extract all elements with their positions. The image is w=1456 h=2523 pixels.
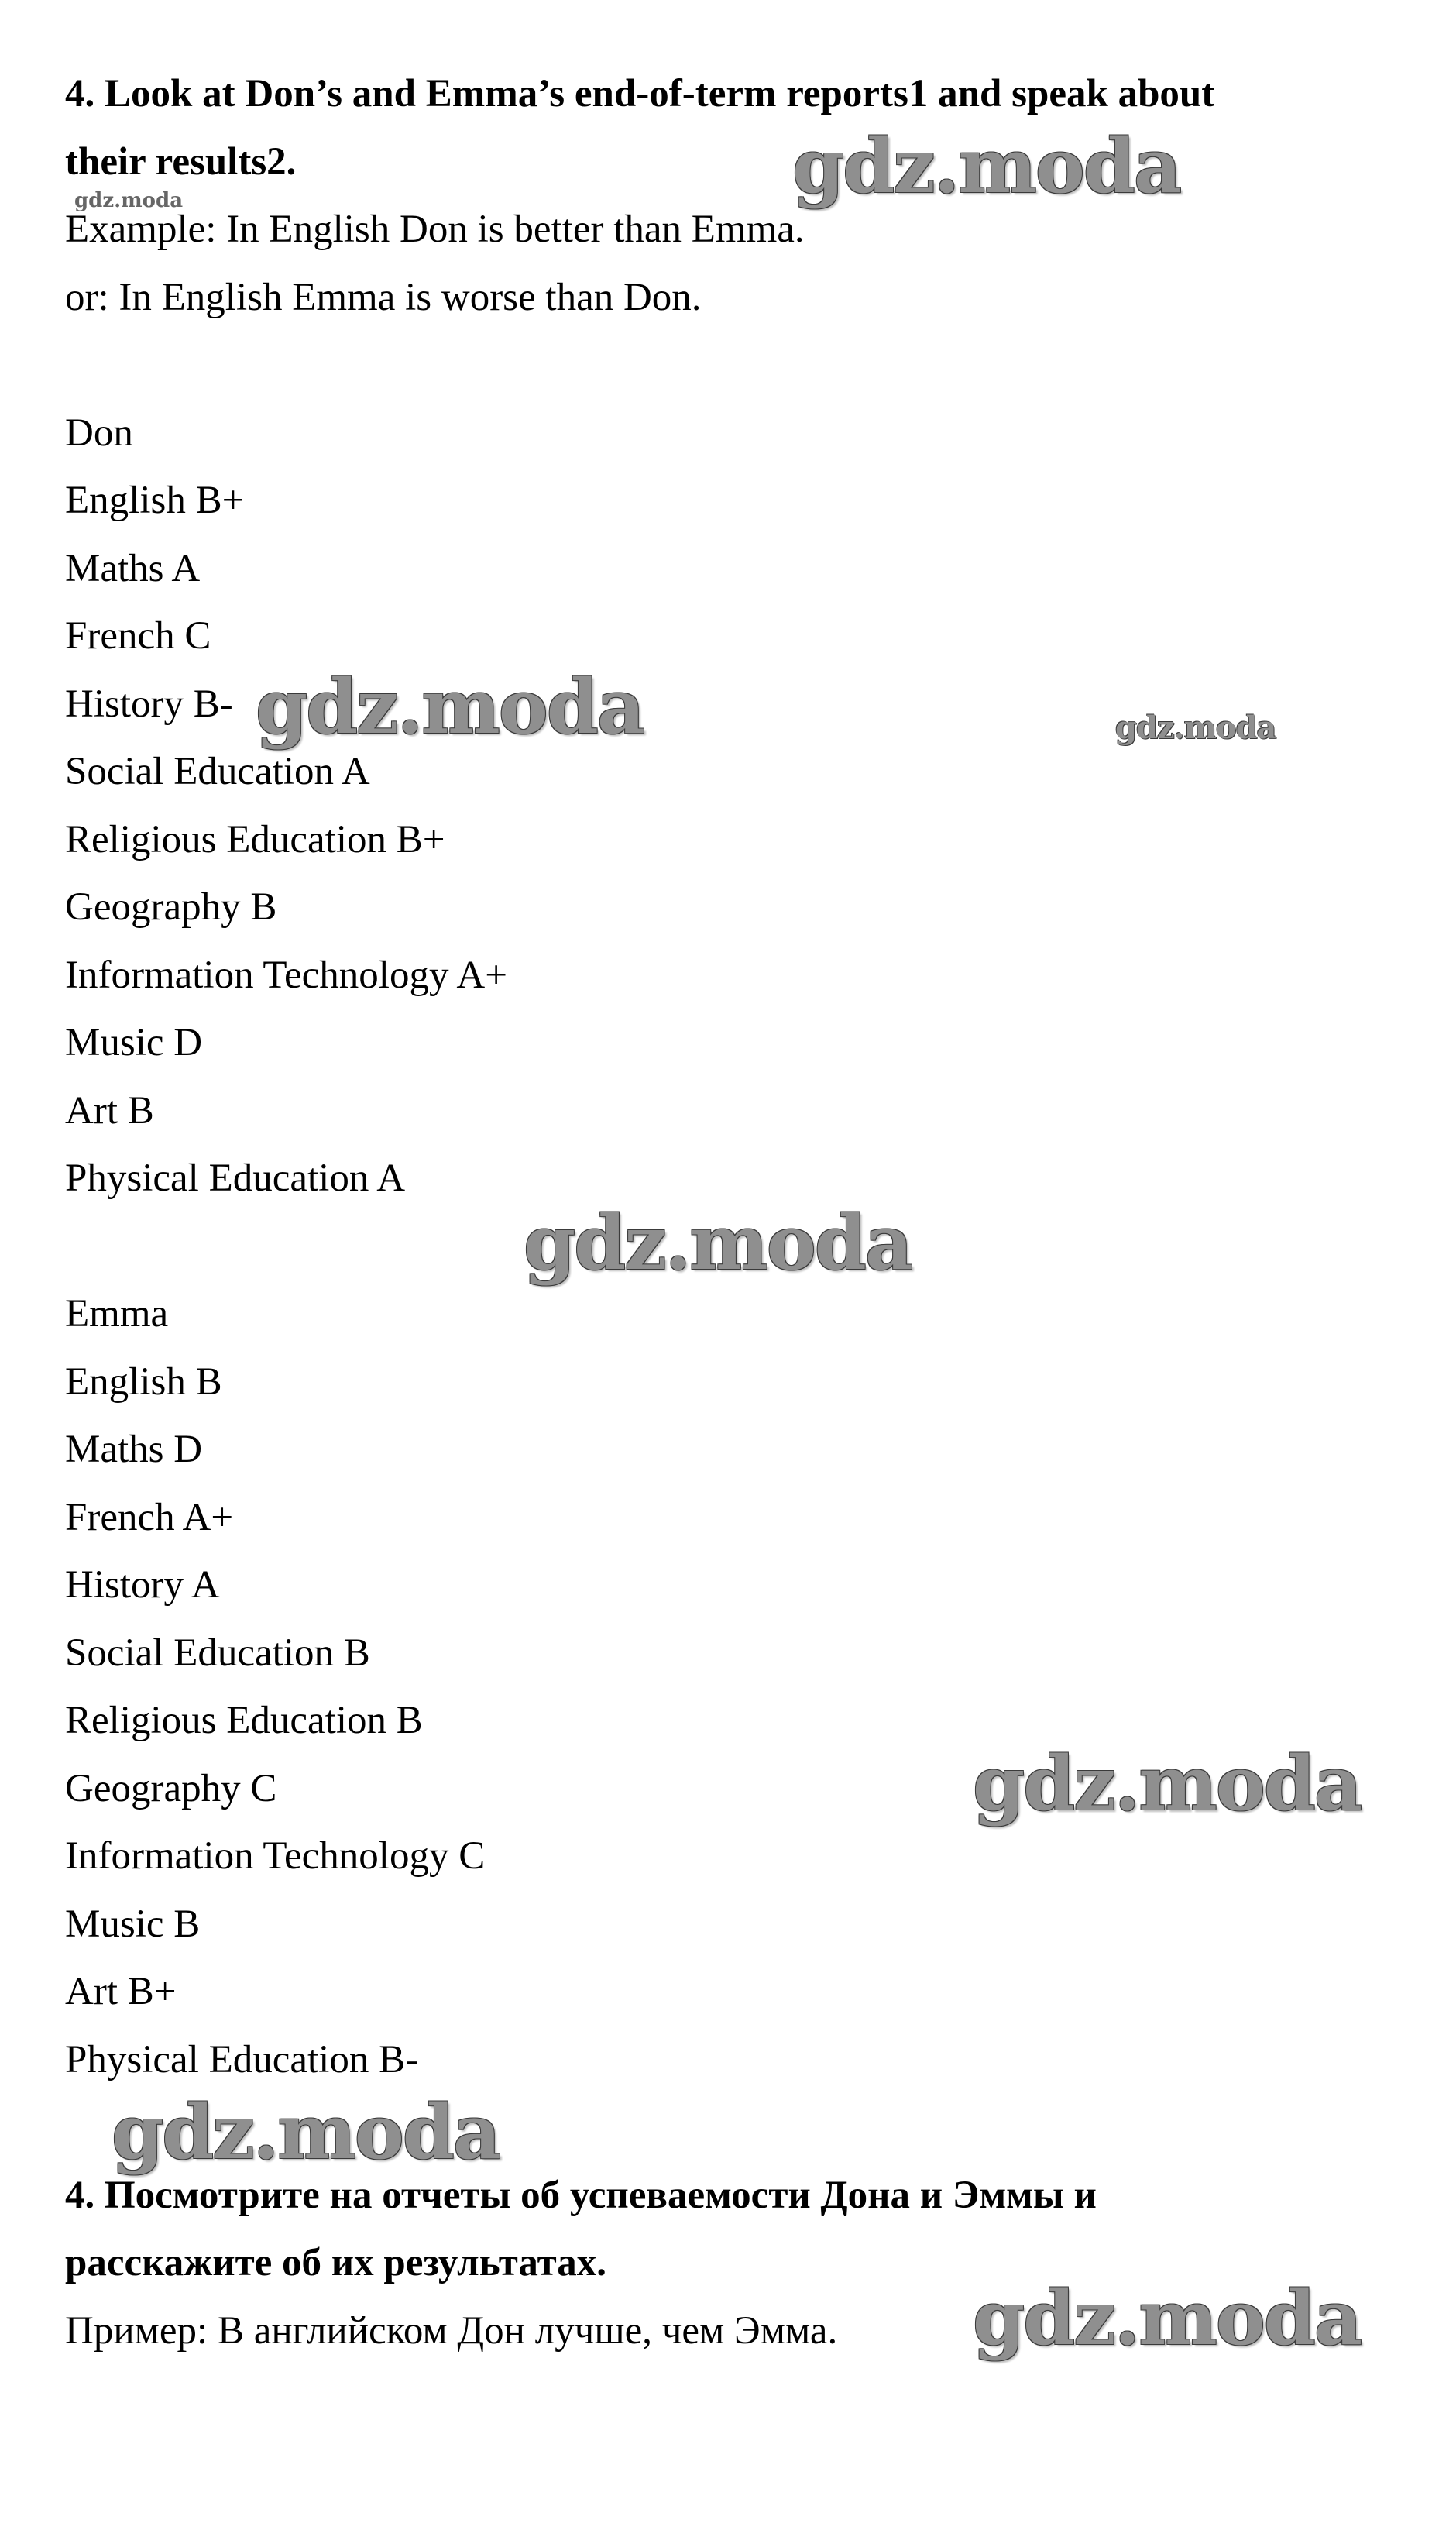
grade-item: Religious Education B	[65, 1699, 423, 1742]
task-title-line-1: 4. Look at Don’s and Emma’s end-of-term reports1 and speak about	[65, 72, 1215, 115]
watermark-logo: gdz.moda	[524, 1199, 912, 1287]
watermark-logo: gdz.moda	[1115, 710, 1276, 746]
grade-item: English B+	[65, 479, 245, 522]
watermark-logo: gdz.moda	[973, 1740, 1362, 1827]
watermark-logo: gdz.moda	[74, 189, 184, 212]
student-name-don: Don	[65, 411, 133, 455]
grade-item: French A+	[65, 1495, 234, 1539]
watermark-logo: gdz.moda	[792, 122, 1181, 210]
grade-item: Religious Education B+	[65, 817, 445, 861]
grade-item: Geography C	[65, 1766, 277, 1810]
task-title-line-2: their results2.	[65, 139, 297, 184]
grade-item: Music B	[65, 1902, 201, 1946]
grade-item: Physical Education A	[65, 1157, 406, 1200]
example-line: Example: In English Don is better than Emma.	[65, 208, 805, 251]
student-name-emma: Emma	[65, 1292, 169, 1335]
example-alt-line: or: In English Emma is worse than Don.	[65, 275, 702, 319]
grade-item: Art B	[65, 1088, 154, 1133]
grade-item: Information Technology C	[65, 1834, 486, 1878]
translation-title-line-2: расскажите об их результатах.	[65, 2241, 607, 2284]
grade-item: Geography B	[65, 885, 277, 929]
watermark-logo: gdz.moda	[112, 2088, 500, 2176]
grade-item: Social Education A	[65, 750, 370, 793]
translation-example-line: Пример: В английском Дон лучше, чем Эмма.	[65, 2308, 838, 2353]
grade-item: French C	[65, 614, 211, 658]
spacer	[65, 332, 1413, 400]
grade-item: Maths D	[65, 1428, 203, 1471]
grade-item: Physical Education B-	[65, 2037, 419, 2081]
grade-item: History A	[65, 1563, 220, 1607]
emma-grade-list	[65, 1349, 1413, 2095]
don-grade-list	[65, 467, 1413, 1213]
grade-item: English B	[65, 1359, 222, 1404]
grade-item: History B-	[65, 682, 233, 726]
watermark-logo: gdz.moda	[973, 2274, 1362, 2362]
grade-item: Art B+	[65, 1970, 177, 2013]
grade-item: Music D	[65, 1021, 203, 1064]
translation-title-line-1: 4. Посмотрите на отчеты об успеваемости Дона и Эммы и	[65, 2173, 1097, 2217]
grade-item: Information Technology A+	[65, 953, 507, 997]
grade-item: Social Education B	[65, 1631, 370, 1675]
watermark-logo: gdz.moda	[256, 663, 644, 751]
grade-item: Maths A	[65, 546, 201, 590]
